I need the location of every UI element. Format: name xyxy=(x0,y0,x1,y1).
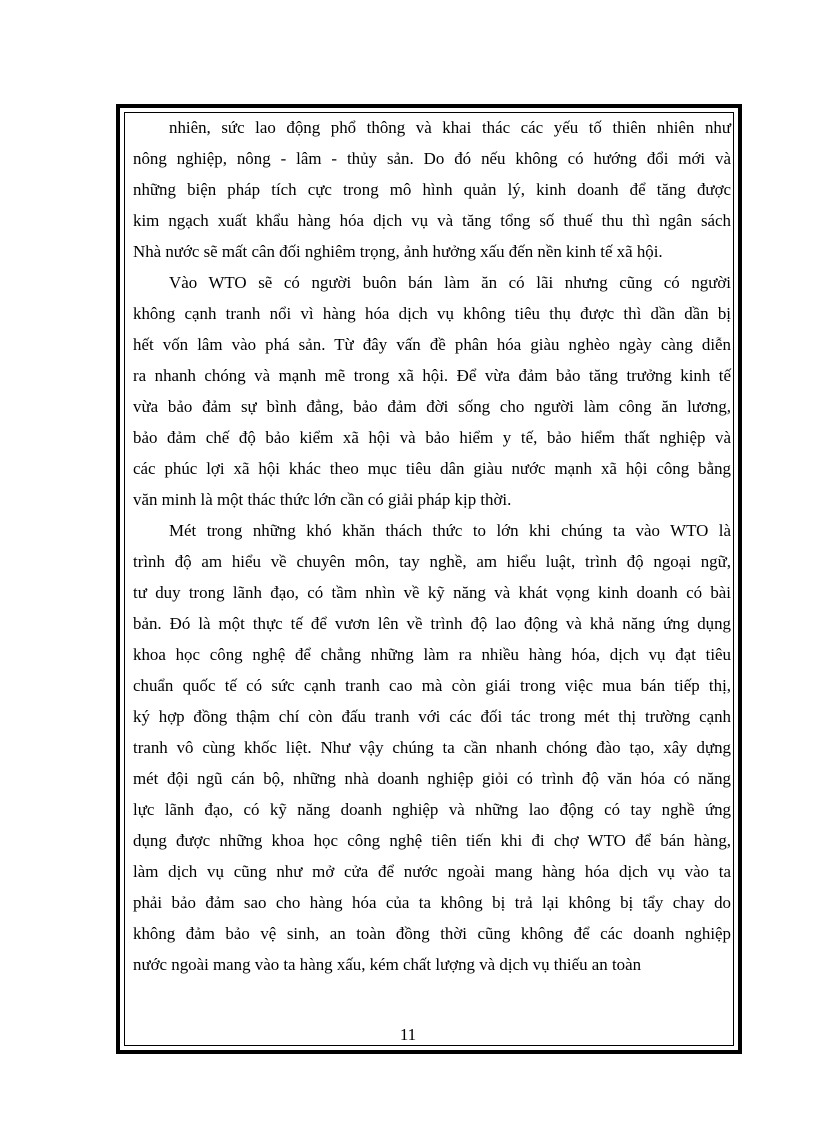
text-line: vừa bảo đảm sự bình đẳng, bảo đảm đời sống cho người làm công ăn lương, xyxy=(133,397,731,416)
text-line: tranh vô cùng khốc liệt. Như vậy chúng ta cần nhanh chóng đào tạo, xây dựng xyxy=(133,738,731,757)
text-line: chuẩn quốc tế có sức cạnh tranh cao mà còn giái trong việc mua bán tiếp thị, xyxy=(133,676,731,695)
paragraph-3 xyxy=(133,515,731,980)
text-line: hết vốn lâm vào phá sản. Từ đây vấn đề phân hóa giàu nghèo ngày càng diễn xyxy=(133,335,731,354)
text-line: bảo đảm chế độ bảo kiểm xã hội và bảo hiểm y tế, bảo hiểm thất nghiệp và xyxy=(133,428,731,447)
text-line: không đảm bảo vệ sinh, an toàn đồng thời cũng không để các doanh nghiệp xyxy=(133,924,731,943)
text-line: nước ngoài mang vào ta hàng xấu, kém chất lượng và dịch vụ thiếu an toàn xyxy=(133,955,642,974)
text-line: nông nghiệp, nông - lâm - thủy sản. Do đó nếu không có hướng đổi mới và xyxy=(133,149,731,168)
text-line: nhiên, sức lao động phổ thông và khai thác các yếu tố thiên nhiên như xyxy=(169,118,731,137)
text-line: trình độ am hiểu về chuyên môn, tay nghề, am hiểu luật, trình độ ngoại ngữ, xyxy=(133,552,731,571)
page-number: 11 xyxy=(399,1025,417,1044)
text-line: lực lãnh đạo, có kỹ năng doanh nghiệp và những lao động có tay nghề ứng xyxy=(133,800,731,819)
text-line: những biện pháp tích cực trong mô hình quản lý, kinh doanh để tăng được xyxy=(133,180,731,199)
text-line: làm dịch vụ cũng như mở cửa để nước ngoài mang hàng hóa dịch vụ vào ta xyxy=(133,862,731,881)
text-line: phải bảo đảm sao cho hàng hóa của ta không bị trả lại không bị tẩy chay do xyxy=(133,893,731,912)
paragraph-1 xyxy=(133,112,731,267)
text-line: Nhà nước sẽ mất cân đối nghiêm trọng, ảnh hưởng xấu đến nền kinh tế xã hội. xyxy=(133,242,663,261)
text-line: kim ngạch xuất khẩu hàng hóa dịch vụ và tăng tổng số thuế thu thì ngân sách xyxy=(133,211,731,230)
text-line: tư duy trong lãnh đạo, có tầm nhìn về kỹ năng và khát vọng kinh doanh có bài xyxy=(133,583,731,602)
text-line: ký hợp đồng thậm chí còn đấu tranh với các đối tác trong mét thị trường cạnh xyxy=(133,707,731,726)
text-line: ra nhanh chóng và mạnh mẽ trong xã hội. Để vừa đảm bảo tăng trưởng kinh tế xyxy=(133,366,731,385)
body-text xyxy=(133,112,731,980)
text-line: Vào WTO sẽ có người buôn bán làm ăn có lãi nhưng cũng có người xyxy=(169,273,731,292)
text-line: văn minh là một thác thức lớn cần có giải pháp kịp thời. xyxy=(133,490,512,509)
text-line: bản. Đó là một thực tế để vươn lên về trình độ lao động và khả năng ứng dụng xyxy=(133,614,731,633)
text-line: dụng được những khoa học công nghệ tiên tiến khi đi chợ WTO để bán hàng, xyxy=(133,831,731,850)
text-line: Mét trong những khó khăn thách thức to lớn khi chúng ta vào WTO là xyxy=(169,521,731,540)
paragraph-2 xyxy=(133,267,731,515)
text-line: khoa học công nghệ để chẳng những làm ra nhiều hàng hóa, dịch vụ đạt tiêu xyxy=(133,645,731,664)
text-line: mét đội ngũ cán bộ, những nhà doanh nghiệp giỏi có trình độ văn hóa có năng xyxy=(133,769,731,788)
text-line: không cạnh tranh nổi vì hàng hóa dịch vụ không tiêu thụ được thì dần dần bị xyxy=(133,304,731,323)
text-line: các phúc lợi xã hội khác theo mục tiêu dân giàu nước mạnh xã hội công bằng xyxy=(133,459,731,478)
